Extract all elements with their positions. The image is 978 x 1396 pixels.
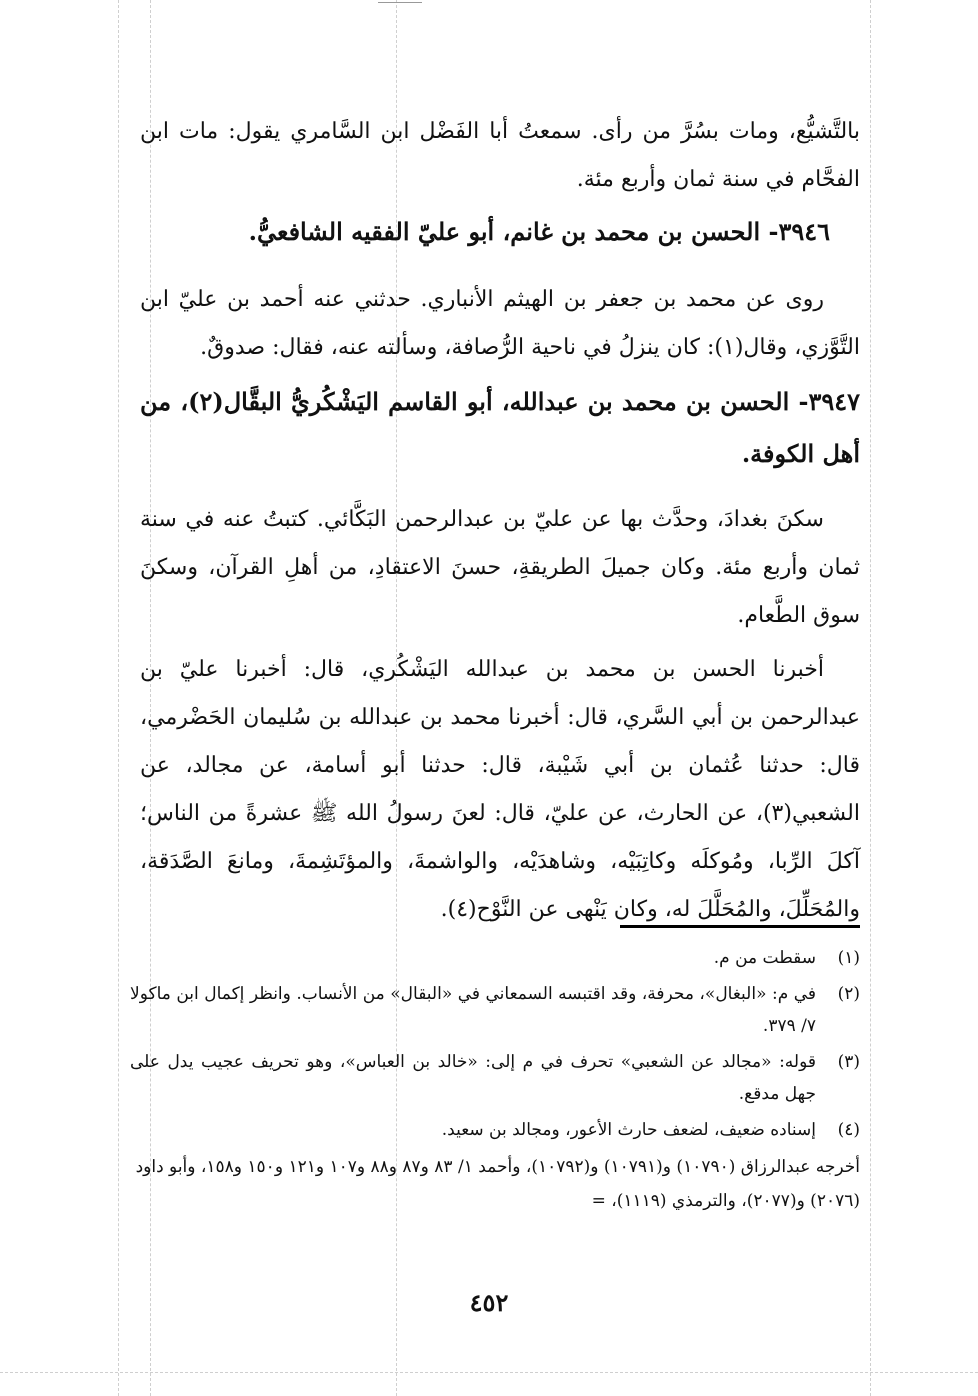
paragraph-entry-3947-hadith: أخبرنا الحسن بن محمد بن عبدالله اليَشْكُري، قال: أخبرنا عليّ بن عبدالرحمن بن أبي السَّري، قال: أخبرنا محمد بن عبدالله بن سُليمان الحَضْرمي، قال: حدثنا عُثمان بن أبي شَيْبة، قال: حدثنا أبو أسامة، عن مجالد، عن الشعبي(٣)، عن الحارث، عن عليّ، قال: لعنَ رسولُ الله ﷺ عشرةً من الناس؛ آكلَ الرِّبا، ومُوكلَه وكاتِبَيْه، وشاهدَيْه، والواشمةَ، والمؤتَشِمةَ، ومانعَ الصَّدَقة، والمُحَلِّلَ، والمُحَلَّلَ له، وكان يَنْهى عن النَّوْح(٤). xyxy=(140,657,860,922)
footnote-number: (٣) xyxy=(837,1052,860,1072)
footnote-text: في م: «البغال»، محرفة، وقد اقتبسه السمعاني في «البقال» من الأنساب. وانظر إكمال ابن ماكولا ٧/ ٣٧٩. xyxy=(130,984,816,1036)
body-text xyxy=(140,108,860,934)
guide-line-right xyxy=(870,0,871,1396)
paragraph-entry-3947-bio: سكنَ بغدادَ، وحدَّث بها عن عليّ بن عبدالرحمن البَكَّائي. كتبتُ عنه في سنة ثمان وأربع مئة. وكان جميلَ الطريقةِ، حسنَ الاعتقادِ، من أهلِ القرآن، وسكنَ سوق الطَّعام. xyxy=(140,507,860,628)
entry-heading-3947: ٣٩٤٧- الحسن بن محمد بن عبدالله، أبو القاسم اليَشْكُريُّ البقَّال(٢)، من أهل الكوفة. xyxy=(140,387,861,468)
guide-line-bottom xyxy=(0,1372,978,1373)
footnote-text: سقطت من م. xyxy=(713,948,816,968)
footnote xyxy=(130,1114,860,1146)
footnote xyxy=(130,978,860,1042)
footnote-separator xyxy=(620,925,860,928)
guide-line-left xyxy=(118,0,119,1396)
top-mark xyxy=(378,2,422,3)
footnote-number: (٤) xyxy=(837,1120,860,1140)
footnote-number: (٢) xyxy=(837,984,860,1004)
page-number: ٤٥٢ xyxy=(469,1288,509,1317)
footnotes xyxy=(130,942,860,1218)
paragraph-entry-3946: روى عن محمد بن جعفر بن الهيثم الأنباري. حدثني عنه أحمد بن عليّ ابن التَّوَّزي، وقال(١): كان ينزلُ في ناحية الرُّصافة، وسألته عنه، فقال: صدوقٌ. xyxy=(140,287,860,360)
footnote-text: قوله: «مجالد عن الشعبي» تحرف في م إلى: «خالد بن العباس»، وهو تحريف عجيب يدل على جهل مدقع. xyxy=(130,1052,816,1104)
footnote-continuation: أخرجه عبدالرزاق (١٠٧٩٠) و(١٠٧٩١) و(١٠٧٩٢)، وأحمد ١/ ٨٣ و٨٧ و٨٨ و١٠٧ و١٢١ و١٥٠ و١٥٨، وأبو داود (٢٠٧٦) و(٢٠٧٧)، والترمذي (١١١٩)، = xyxy=(135,1157,860,1211)
footnote xyxy=(130,942,860,974)
paragraph-previous-entry-end: بالتَّشيُّع، ومات بسُرَّ من رأى. سمعتُ أبا الفَضْل ابن السَّامري يقول: مات ابن الفحَّام في سنة ثمان وأربع مئة. xyxy=(140,119,860,192)
footnote-text: إسناده ضعيف، لضعف حارث الأعور، ومجالد بن سعيد. xyxy=(441,1120,816,1140)
footnote xyxy=(130,1046,860,1110)
entry-heading-3946: ٣٩٤٦- الحسن بن محمد بن غانم، أبو عليّ الفقيه الشافعيُّ. xyxy=(248,217,830,246)
footnote-number: (١) xyxy=(837,948,860,968)
